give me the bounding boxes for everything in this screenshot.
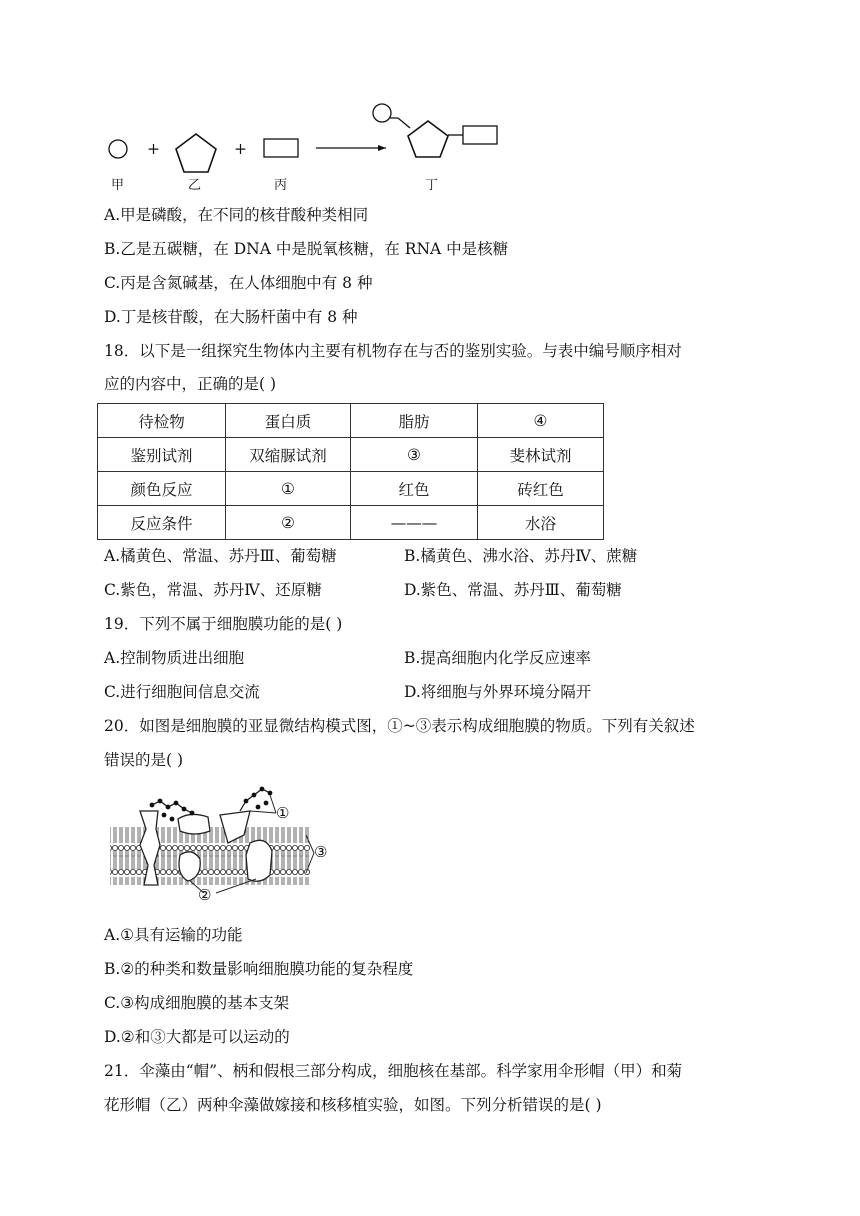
q20-stem-line2: 错误的是( ) [104,751,184,769]
label-bing: 丙 [274,178,288,193]
nucleotide-phosphate [373,104,391,122]
table-cell: 双缩脲试剂 [226,438,351,472]
table-row [98,472,604,506]
q20-option-a: A.①具有运输的功能 [104,926,243,944]
table-cell: ① [226,472,351,506]
table-cell: ② [226,506,351,540]
q19-stem: 19．下列不属于细胞膜功能的是( ) [104,615,343,633]
membrane-label-1: ① [276,804,290,822]
table-row [98,404,604,438]
glycan-dots-right [244,787,273,810]
q20-option-d: D.②和③大都是可以运动的 [104,1028,290,1046]
q18-option-b: B.橘黄色、沸水浴、苏丹Ⅳ、蔗糖 [404,547,638,565]
nucleotide-figure [100,100,520,190]
table-cell: 蛋白质 [226,404,351,438]
table-cell: ——— [351,506,478,540]
table-cell: ③ [351,438,478,472]
pentose-pentagon [176,134,216,172]
reaction-arrowhead [378,145,386,151]
leader-1a [250,811,276,813]
table-row [98,438,604,472]
label-jia: 甲 [111,178,125,193]
table-cell: 脂肪 [351,404,478,438]
q17-option-b: B.乙是五碳糖，在 DNA 中是脱氧核糖，在 RNA 中是核糖 [104,240,509,258]
cell-membrane-figure [100,785,340,910]
membrane-label-3: ③ [314,843,328,861]
q18-option-a: A.橘黄色、常温、苏丹Ⅲ、葡萄糖 [104,547,337,565]
nucleotide-bond [390,118,410,128]
base-rectangle [264,139,298,157]
q20-stem-line1: 20．如图是细胞膜的亚显微结构模式图，①~③表示构成细胞膜的物质。下列有关叙述 [104,717,695,735]
q18-option-d: D.紫色、常温、苏丹Ⅲ、葡萄糖 [404,581,622,599]
q18-table [97,403,604,540]
table-cell: 颜色反应 [98,472,226,506]
lipid-lower-layer [110,855,310,885]
nucleotide-pentagon [408,121,448,157]
nucleotide-base [463,126,497,144]
surface-protein-left [178,814,210,834]
table-cell: 水浴 [478,506,604,540]
channel-protein [246,840,272,881]
q18-stem-line2: 应的内容中，正确的是( ) [104,375,277,393]
table-cell: 反应条件 [98,506,226,540]
q20-option-c: C.③构成细胞膜的基本支架 [104,994,290,1012]
table-cell: 待检物 [98,404,226,438]
q18-option-c: C.紫色，常温、苏丹Ⅳ、还原糖 [104,581,322,599]
q18-stem-line1: 18．以下是一组探究生物体内主要有机物存在与否的鉴别实验。与表中编号顺序相对 [104,342,682,360]
q20-option-b: B.②的种类和数量影响细胞膜功能的复杂程度 [104,960,414,978]
q19-option-c: C.进行细胞间信息交流 [104,683,260,701]
plus-sign-1: + [147,140,160,158]
q21-stem-line2: 花形帽（乙）两种伞藻做嫁接和核移植实验，如图。下列分析错误的是( ) [104,1096,602,1114]
table-cell: 鉴别试剂 [98,438,226,472]
phosphate-circle [109,140,127,158]
q19-option-b: B.提高细胞内化学反应速率 [404,649,591,667]
plus-sign-2: + [234,140,247,158]
q17-option-d: D.丁是核苷酸，在大肠杆菌中有 8 种 [104,308,358,326]
label-yi: 乙 [188,178,202,193]
q19-option-a: A.控制物质进出细胞 [104,649,245,667]
q17-option-a: A.甲是磷酸，在不同的核苷酸种类相同 [104,206,369,224]
q21-stem-line1: 21．伞藻由“帽”、柄和假根三部分构成，细胞核在基部。科学家用伞形帽（甲）和菊 [104,1062,683,1080]
table-cell: 红色 [351,472,478,506]
membrane-label-2: ② [198,886,212,904]
table-row [98,506,604,540]
table-cell: 砖红色 [478,472,604,506]
q17-option-c: C.丙是含氮碱基，在人体细胞中有 8 种 [104,274,373,292]
table-cell: ④ [478,404,604,438]
table-cell: 斐林试剂 [478,438,604,472]
q19-option-d: D.将细胞与外界环境分隔开 [404,683,592,701]
label-ding: 丁 [425,178,439,193]
